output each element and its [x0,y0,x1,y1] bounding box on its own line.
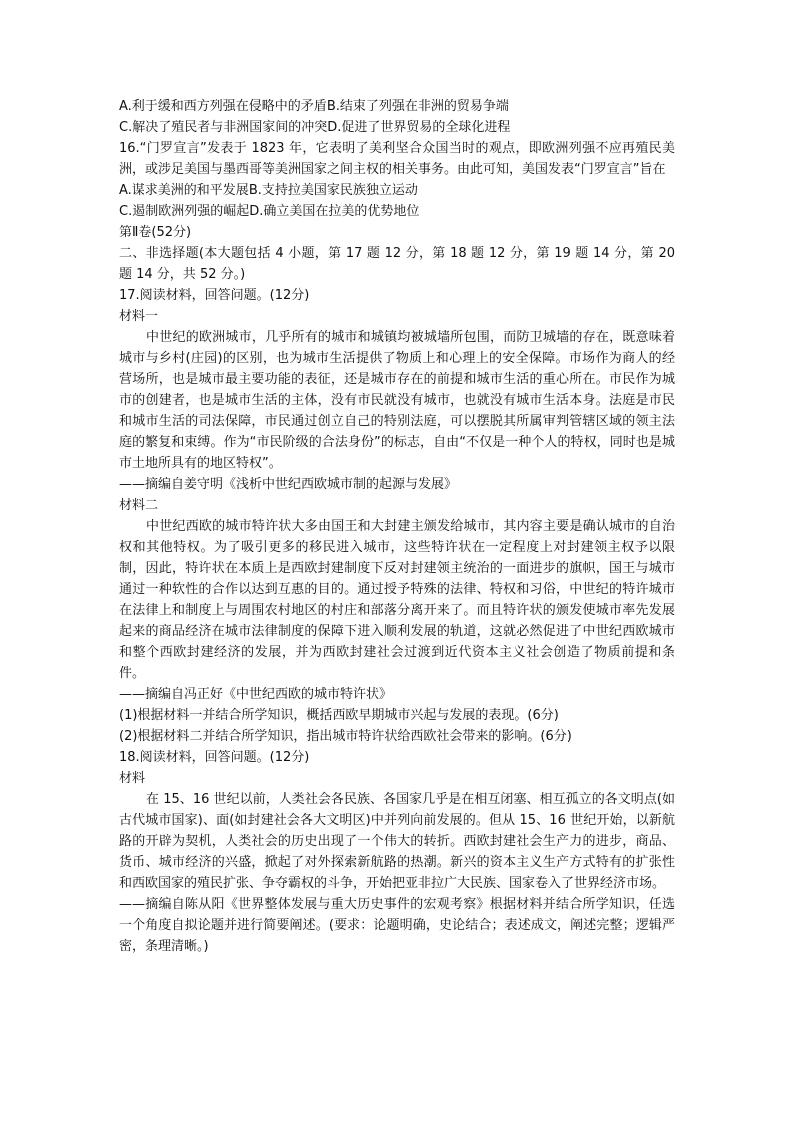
q18-title: 18.阅读材料，回答问题。(12分) [119,750,310,765]
q17-material-2-source: ——摘编自冯正好《中世纪西欧的城市特许状》 [119,687,393,702]
part2-heading: 第Ⅱ卷(52分) [119,225,192,240]
q17-subquestion-2: (2)根据材料二并结合所学知识，指出城市特许状给西欧社会带来的影响。(6分) [119,729,572,744]
q18-source-and-task: ——摘编自陈从阳《世界整体发展与重大历史事件的宏观考察》根据材料并结合所学知识，任选一个角度自拟论题并进行简要阐述。(要求：论题明确，史论结合；表述成文，阐述完整；逻辑严密，条理清晰。) [119,897,675,954]
exam-page [119,96,675,957]
q16-option-c: C.遏制欧洲列强的崛起 [119,204,250,219]
q15-options-row-2 [119,117,675,138]
q15-option-c: C.解决了殖民者与非洲国家间的冲突 [119,120,328,135]
q17-title: 17.阅读材料，回答问题。(12分) [119,288,310,303]
q15-option-a: A.利于缓和西方列强在侵略中的矛盾 [119,99,327,114]
q17-material-1-label: 材料一 [119,309,159,324]
q17-material-2-text: 中世纪西欧的城市特许状大多由国王和大封建主颁发给城市，其内容主要是确认城市的自治权和其他特权。为了吸引更多的移民进入城市，这些特许状在一定程度上对封建领主权予以限制，因此，特许状在本质上是西欧封建制度下反对封建领主统治的一面进步的旗帜，国王与城市通过一种软性的合作以达到互惠的目的。通过授予特殊的法律、特权和习俗，中世纪的特许城市在法律上和制度上与周围农村地区的村庄和部落分离开来了。而且特许状的颁发使城市率先发展起来的商品经济在城市法律制度的保障下进入顺利发展的轨道，这就必然促进了中世纪西欧城市和整个西欧封建经济的发展，并为西欧封建社会过渡到近代资本主义社会创造了物质前提和条件。 [119,519,675,681]
q16-stem: 16.“门罗宣言”发表于 1823 年，它表明了美利坚合众国当时的观点，即欧洲列强不应再殖民美洲，或涉足美国与墨西哥等美洲国家之间主权的相关事务。由此可知，美国发表“门罗宣言”旨在 [119,141,675,177]
q18-material-label: 材料 [119,771,146,786]
q15-options-row-1 [119,96,675,117]
q15-option-b: B.结束了列强在非洲的贸易争端 [326,99,509,114]
q16-option-a: A.谋求美洲的和平发展 [119,183,249,198]
q17-material-2-label: 材料二 [119,498,159,513]
q16-option-b: B.支持拉美国家民族独立运动 [248,183,418,198]
q16-options-row-2 [119,201,675,222]
q16-option-d: D.确立美国在拉美的优势地位 [249,204,420,219]
q18-material-text: 在 15、16 世纪以前，人类社会各民族、各国家几乎是在相互闭塞、相互孤立的各文明点(如古代城市国家)、面(如封建社会各大文明区)中并列向前发展的。但从 15、16 世纪开始，以新航路的开辟为契机，人类社会的历史出现了一个伟大的转折。西欧封建社会生产力的进步，商品、货币、城市经济的兴盛，掀起了对外探索新航路的热潮。新兴的资本主义生产方式特有的扩张性和西欧国家的殖民扩张、争夺霸权的斗争，开始把亚非拉广大民族、国家卷入了世界经济市场。 [119,792,675,891]
q17-subquestion-1: (1)根据材料一并结合所学知识，概括西欧早期城市兴起与发展的表现。(6分) [119,708,559,723]
part2-instructions: 二、非选择题(本大题包括 4 小题，第 17 题 12 分，第 18 题 12 分，第 19 题 14 分，第 20 题 14 分，共 52 分。) [119,246,675,282]
q15-option-d: D.促进了世界贸易的全球化进程 [327,120,511,135]
q16-options-row-1 [119,180,675,201]
q17-material-1-text: 中世纪的欧洲城市，几乎所有的城市和城镇均被城墙所包围，而防卫城墙的存在，既意味着城市与乡村(庄园)的区别，也为城市生活提供了物质上和心理上的安全保障。市场作为商人的经营场所，也是城市最主要功能的表征，还是城市存在的前提和城市生活的重心所在。市民作为城市的创建者，也是城市生活的主体，没有市民就没有城市，也就没有城市生活本身。法庭是市民和城市生活的司法保障，市民通过创立自己的特别法庭，可以摆脱其所属审判管辖区域的领主法庭的繁复和束缚。作为“市民阶级的合法身份”的标志，自由“不仅是一种个人的特权，同时也是城市土地所具有的地区特权”。 [119,330,675,471]
q17-material-1-source: ——摘编自姜守明《浅析中世纪西欧城市制的起源与发展》 [119,477,458,492]
